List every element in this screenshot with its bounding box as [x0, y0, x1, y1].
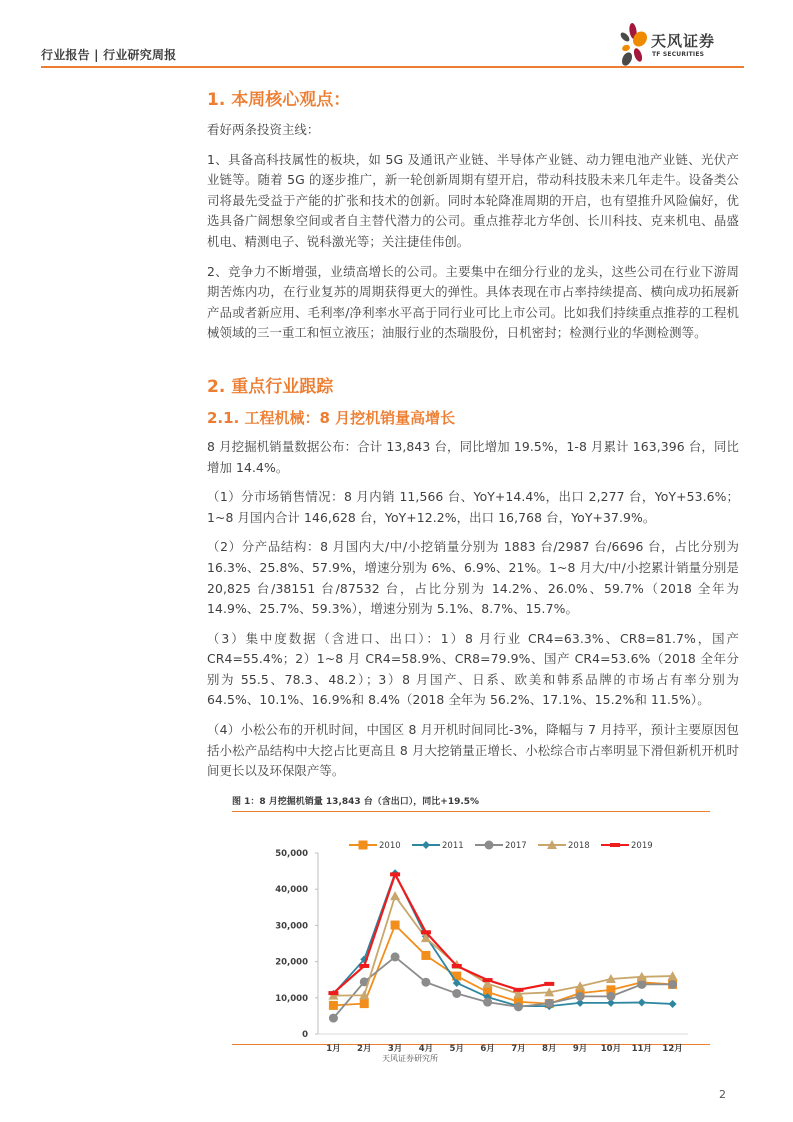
- legend-label-2010: 2010: [379, 841, 401, 851]
- legend-label-2017: 2017: [505, 841, 527, 851]
- y-tick-label: 40,000: [275, 885, 308, 896]
- page-number: 2: [719, 1088, 726, 1101]
- logo-chinese-name: 天风证券: [651, 32, 716, 50]
- dash-marker-icon: [328, 991, 338, 995]
- report-body: [207, 88, 739, 782]
- circle-marker-icon: [421, 978, 430, 987]
- x-tick-label: 1月: [326, 1044, 341, 1054]
- series-line-2019: [333, 874, 549, 993]
- figure-title: 图 1：8 月挖掘机销量 13,843 台（含出口），同比+19.5%: [232, 797, 480, 807]
- section-2-heading: 2. 重点行业跟踪: [207, 376, 334, 397]
- excavator-sales-summary: 8 月挖掘机销量数据公布：合计 13,843 台，同比增加 19.5%，1-8 月累计 163,396 台，同比增加 14.4%。: [207, 438, 739, 475]
- x-tick-label: 2月: [357, 1044, 372, 1054]
- x-tick-label: 6月: [480, 1044, 495, 1054]
- header-divider: [41, 66, 744, 68]
- x-tick-label: 7月: [511, 1044, 526, 1054]
- legend-label-2018: 2018: [568, 841, 590, 851]
- excavator-sales-line-chart: [232, 812, 710, 1054]
- x-tick-label: 4月: [418, 1044, 434, 1054]
- circle-marker-icon: [668, 980, 677, 989]
- square-marker-icon: [391, 921, 400, 930]
- dash-marker-icon: [513, 988, 523, 992]
- dash-marker-icon: [610, 843, 620, 847]
- y-tick-label: 20,000: [275, 957, 308, 968]
- petal-logo-icon: [619, 22, 649, 66]
- x-tick-label: 5月: [449, 1044, 464, 1054]
- figure-source: 天风证券研究所: [382, 1054, 438, 1063]
- concentration-paragraph: （3）集中度数据（含进口、出口）：1）8 月行业 CR4=63.3%、CR8=81.7%，国产 CR4=55.4%；2）1~8 月 CR4=58.9%、CR8=79.9%、国产 CR4=53.6%（2018 全年分别为 55.5、78.3、48.2）；3）8 月国产、日系、欧美和韩系品牌的市场占有率分别为 64.5%、10.1%、16.9%和 8.4%（2018 全年为 56.2%、17.1%、15.2%和 11.5%）。: [207, 630, 739, 708]
- y-tick-label: 0: [302, 1030, 308, 1040]
- dash-marker-icon: [452, 964, 462, 968]
- circle-marker-icon: [545, 999, 554, 1008]
- dash-marker-icon: [390, 872, 400, 876]
- circle-marker-icon: [576, 992, 585, 1001]
- circle-marker-icon: [391, 952, 400, 961]
- square-marker-icon: [359, 841, 368, 850]
- x-tick-label: 3月: [387, 1044, 403, 1054]
- report-type-label: 行业报告 | 行业研究周报: [41, 48, 177, 62]
- page-header: [41, 20, 744, 66]
- x-tick-label: 8月: [542, 1044, 557, 1054]
- square-marker-icon: [329, 1001, 338, 1010]
- section-1-intro: 看好两条投资主线：: [207, 122, 320, 137]
- section-1-paragraph-2: 2、竞争力不断增强，业绩高增长的公司。主要集中在细分行业的龙头，这些公司在行业下游周期苦炼内功，在行业复苏的周期获得更大的弹性。具体表现在市占率持续提高、横向成功拓展新产品或者新应用、毛利率/净利率水平高于同行业可比上市公司。比如我们持续重点推荐的工程机械领域的三一重工和恒立液压；油服行业的杰瑞股份，日机密封；检测行业的华测检测等。: [207, 263, 739, 341]
- dash-marker-icon: [359, 964, 369, 968]
- x-tick-label: 11月: [631, 1044, 652, 1054]
- series-line-2011: [333, 873, 672, 1006]
- x-tick-label: 9月: [572, 1044, 588, 1054]
- excavator-sales-figure: [232, 793, 710, 1064]
- tf-securities-logo: [619, 22, 744, 66]
- product-structure-paragraph: （2）分产品结构：8 月国内大/中/小挖销量分别为 1883 台/2987 台/6696 台，占比分别为 16.3%、25.8%、57.9%，增速分别为 6%、6.9%、21%。1~8 月大/中/小挖累计销量分别是 20,825 台/38151 台/87532 台，占比分别为 14.2%、26.0%、59.7%（2018 全年为 14.9%、25.7%、59.3%），增速分别为 5.1%、8.7%、15.7%。: [207, 539, 739, 617]
- section-1-heading: 1. 本周核心观点：: [207, 90, 351, 110]
- x-tick-label: 10月: [600, 1044, 622, 1054]
- x-tick-label: 12月: [662, 1044, 683, 1054]
- circle-marker-icon: [485, 841, 494, 850]
- circle-marker-icon: [452, 989, 461, 998]
- series-line-2018: [333, 896, 672, 996]
- section-2-1-heading: 2.1. 工程机械：8 月挖机销量高增长: [207, 408, 456, 427]
- dash-marker-icon: [421, 930, 431, 934]
- dash-marker-icon: [544, 982, 554, 986]
- y-tick-label: 10,000: [275, 993, 308, 1004]
- circle-marker-icon: [514, 1002, 523, 1011]
- market-sales-paragraph: （1）分市场销售情况：8 月内销 11,566 台、YoY+14.4%，出口 2,277 台，YoY+53.6%；1~8 月国内合计 146,628 台，YoY+12.2%，出口 16,768 台，YoY+37.9%。: [207, 489, 739, 525]
- dash-marker-icon: [483, 978, 493, 982]
- diamond-marker-icon: [638, 999, 646, 1007]
- square-marker-icon: [360, 999, 369, 1008]
- logo-english-name: TF SECURITIES: [652, 51, 705, 58]
- circle-marker-icon: [483, 998, 492, 1007]
- komatsu-hours-paragraph: （4）小松公布的开机时间，中国区 8 月开机时间同比-3%，降幅与 7 月持平，预计主要原因包括小松产品结构中大挖占比更高且 8 月大挖销量正增长、小松综合市占率明显下滑但新机开机时间更长以及环保限产等。: [207, 722, 739, 779]
- diamond-marker-icon: [422, 841, 430, 849]
- legend-label-2011: 2011: [442, 841, 464, 851]
- y-tick-label: 50,000: [275, 849, 308, 859]
- circle-marker-icon: [329, 1014, 338, 1023]
- chart-canvas: [232, 812, 710, 1054]
- circle-marker-icon: [637, 980, 646, 989]
- section-1-paragraph-1: 1、具备高科技属性的板块，如 5G 及通讯产业链、半导体产业链、动力锂电池产业链、光伏产业链等。随着 5G 的逐步推广，新一轮创新周期有望开启，带动科技股未来几年走牛。设备类公司将最先受益于产能的扩张和技术的创新。同时本轮降准周期的开启，也有望推升风险偏好，优选具备广阔想象空间或者自主替代潜力的公司。重点推荐北方华创、长川科技、克来机电、晶盛机电、精测电子、锐科激光等；关注捷佳伟创。: [207, 151, 739, 249]
- square-marker-icon: [421, 951, 430, 960]
- y-tick-label: 30,000: [275, 921, 308, 932]
- diamond-marker-icon: [669, 1000, 677, 1008]
- circle-marker-icon: [606, 992, 615, 1001]
- triangle-marker-icon: [390, 891, 400, 900]
- legend-label-2019: 2019: [631, 841, 653, 851]
